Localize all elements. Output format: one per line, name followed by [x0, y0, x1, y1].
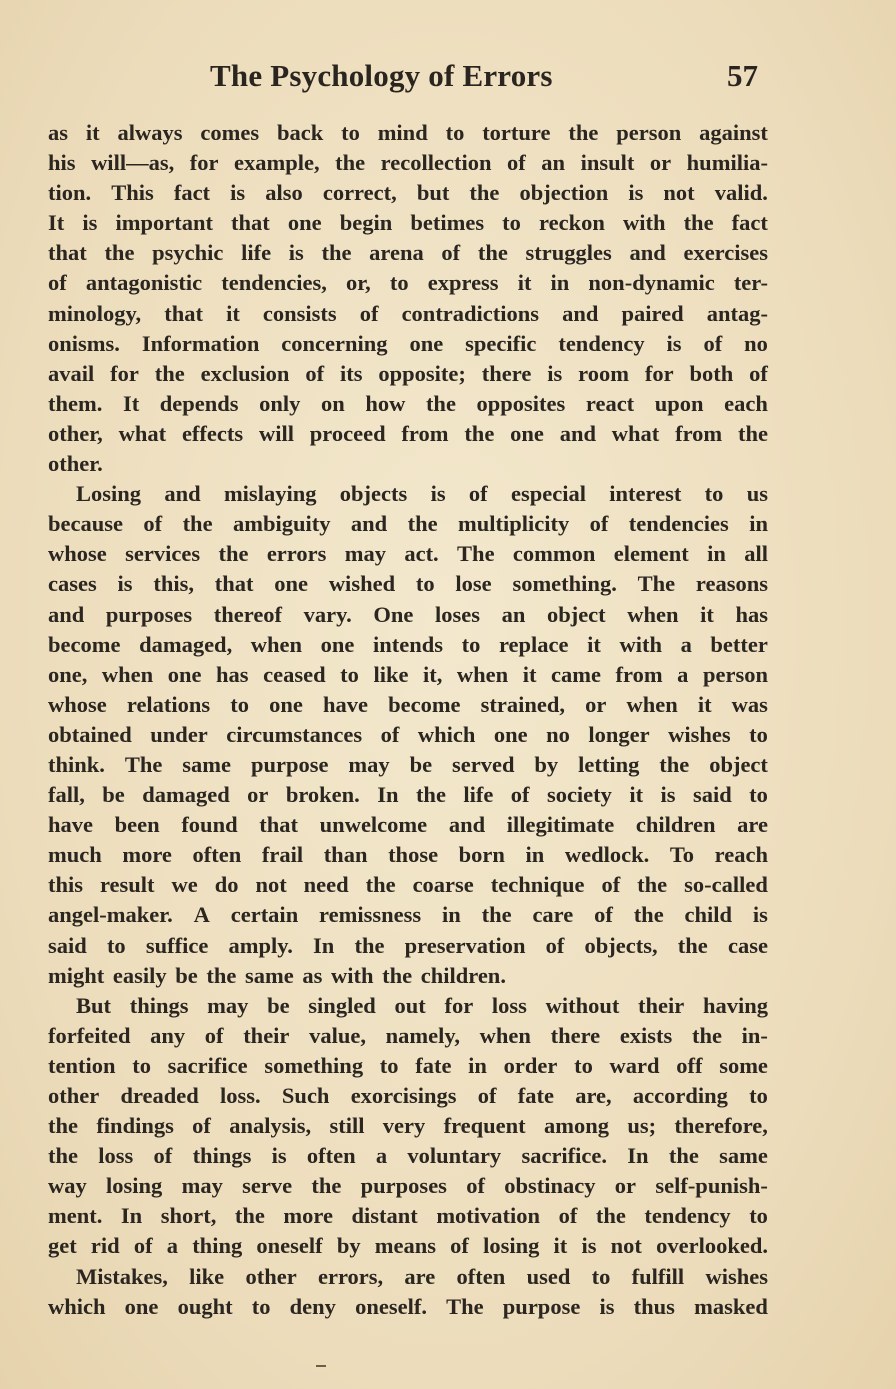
- text-line: might easily be the same as with the children.: [48, 962, 506, 988]
- text-line: whose services the errors may act. The common element in all: [48, 541, 768, 567]
- text-line: this result we do not need the coarse technique of the so-called: [48, 872, 768, 898]
- text-line: fall, be damaged or broken. In the life of society it is said to: [48, 782, 768, 808]
- text-line: that the psychic life is the arena of the struggles and exercises: [48, 240, 768, 266]
- text-line: obtained under circumstances of which one no longer wishes to: [48, 721, 768, 747]
- footer-mark: [316, 1365, 326, 1367]
- text-line: whose relations to one have become strained, or when it was: [48, 691, 768, 717]
- text-line: angel-maker. A certain remissness in the care of the child is: [48, 902, 768, 928]
- text-line: because of the ambiguity and the multiplicity of tendencies in: [48, 511, 768, 537]
- text-line: cases is this, that one wished to lose something. The reasons: [48, 571, 768, 597]
- text-line: tion. This fact is also correct, but the objection is not valid.: [48, 180, 768, 206]
- text-line: other dreaded loss. Such exorcisings of fate are, according to: [48, 1083, 768, 1108]
- text-line: Mistakes, like other errors, are often used to fulfill wishes: [76, 1263, 768, 1289]
- text-line: think. The same purpose may be served by letting the object: [48, 751, 768, 777]
- text-line: It is important that one begin betimes to reckon with the fact: [48, 210, 768, 236]
- text-line: ment. In short, the more distant motivation of the tendency to: [48, 1203, 768, 1229]
- text-line: get rid of a thing oneself by means of losing it is not overlooked.: [48, 1233, 768, 1259]
- text-line: which one ought to deny oneself. The purpose is thus masked: [48, 1293, 768, 1319]
- text-line: other.: [48, 451, 103, 477]
- text-line: avail for the exclusion of its opposite; there is room for both of: [48, 360, 768, 386]
- text-line: minology, that it consists of contradictions and paired antag-: [48, 300, 768, 326]
- text-line: the findings of analysis, still very frequent among us; therefore,: [48, 1113, 768, 1139]
- text-line: tention to sacrifice something to fate in order to ward off some: [48, 1052, 768, 1078]
- text-line: become damaged, when one intends to replace it with a better: [48, 631, 768, 657]
- body-text: [48, 118, 768, 1322]
- text-line: But things may be singled out for loss without their having: [76, 992, 768, 1018]
- text-line: said to suffice amply. In the preservation of objects, the case: [48, 932, 768, 958]
- text-line: of antagonistic tendencies, or, to express it in non-dynamic ter-: [48, 270, 768, 296]
- running-title: The Psychology of Errors: [210, 58, 553, 93]
- running-header: [0, 58, 896, 98]
- text-line: his will—as, for example, the recollection of an insult or humilia-: [48, 150, 768, 176]
- text-line: Losing and mislaying objects is of especial interest to us: [76, 481, 768, 507]
- text-line: onisms. Information concerning one specific tendency is of no: [48, 330, 768, 356]
- text-line: much more often frail than those born in wedlock. To reach: [48, 842, 768, 868]
- text-line: one, when one has ceased to like it, when it came from a person: [48, 661, 768, 687]
- text-line: way losing may serve the purposes of obstinacy or self-punish-: [48, 1173, 768, 1199]
- text-line: other, what effects will proceed from the one and what from the: [48, 420, 768, 446]
- text-line: as it always comes back to mind to torture the person against: [48, 120, 768, 145]
- text-line: have been found that unwelcome and illegitimate children are: [48, 812, 768, 838]
- text-line: forfeited any of their value, namely, when there exists the in-: [48, 1022, 768, 1048]
- text-line: them. It depends only on how the opposites react upon each: [48, 390, 768, 416]
- text-line: the loss of things is often a voluntary sacrifice. In the same: [48, 1143, 768, 1169]
- text-line: and purposes thereof vary. One loses an object when it has: [48, 601, 768, 627]
- page-number: 57: [727, 58, 758, 93]
